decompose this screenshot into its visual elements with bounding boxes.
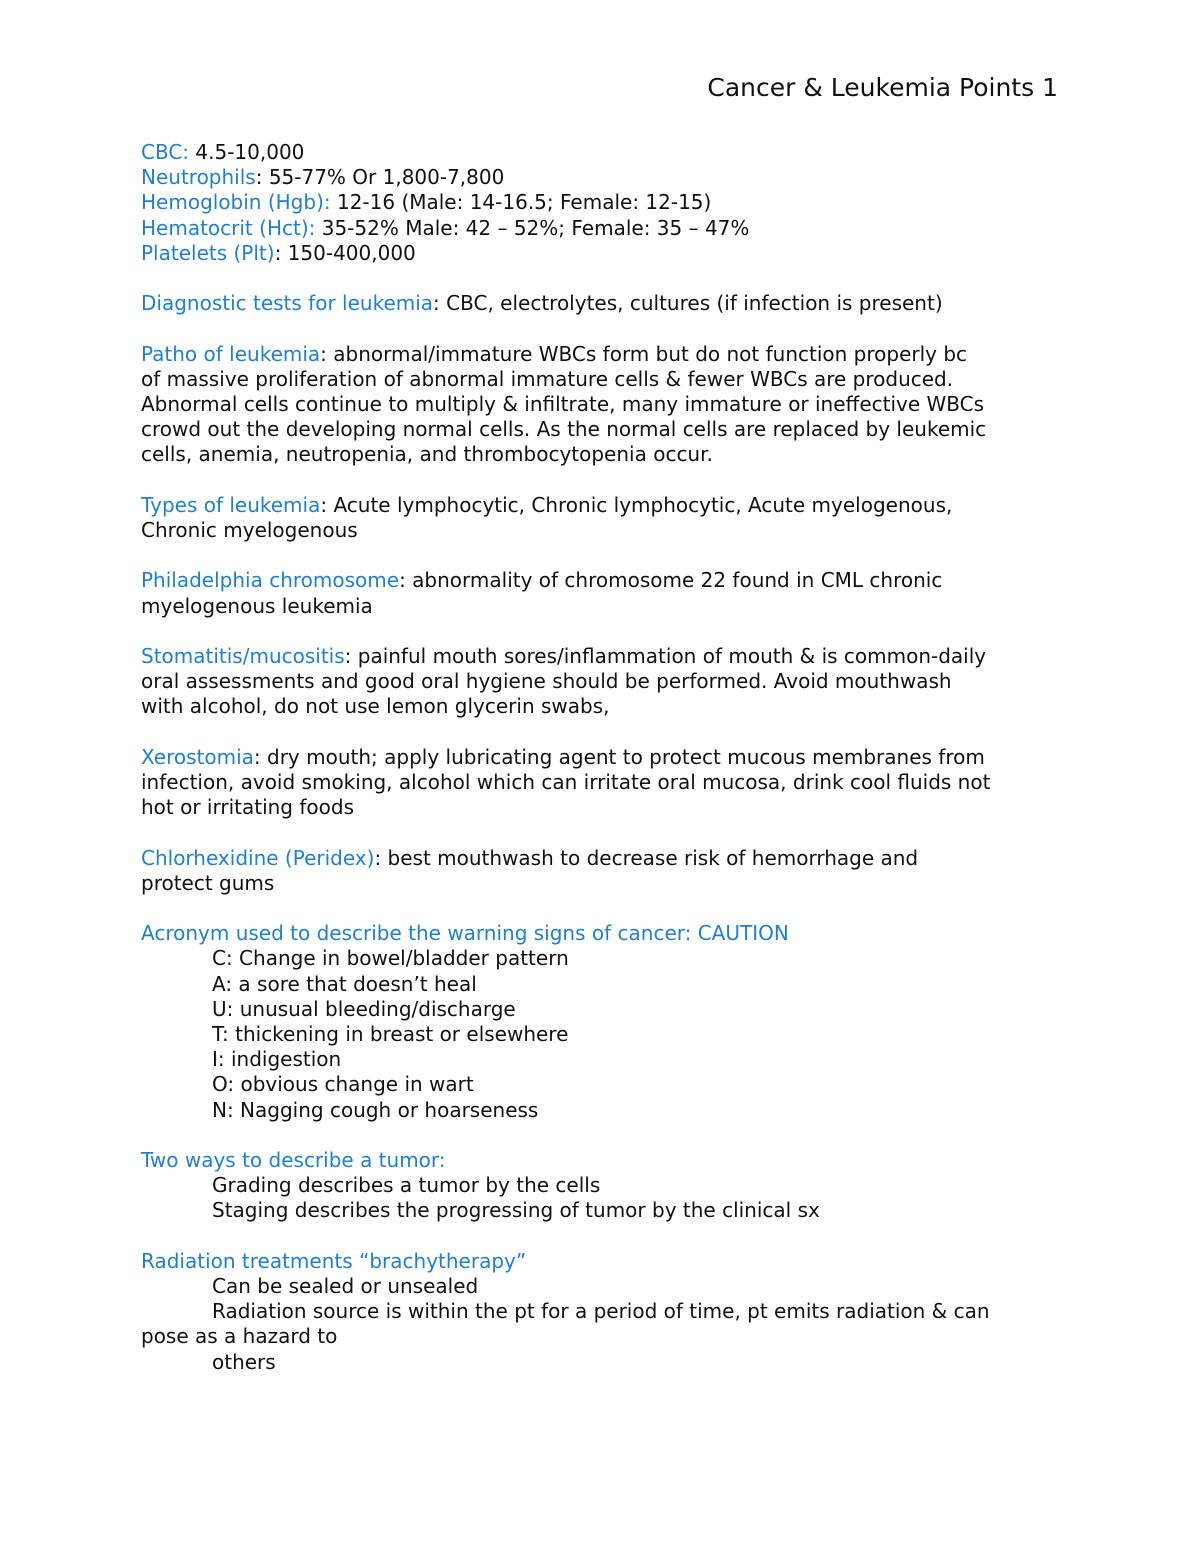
philadelphia-paragraph xyxy=(141,568,1071,618)
list-item: N: Nagging cough or hoarseness xyxy=(212,1097,539,1122)
term-label: Philadelphia chromosome xyxy=(141,568,400,593)
term-label: Types of leukemia xyxy=(141,492,321,517)
paragraph-line: : Acute lymphocytic, Chronic lymphocytic, Acute myelogenous, xyxy=(320,492,953,517)
caution-heading: Acronym used to describe the warning signs of cancer: CAUTION xyxy=(141,921,789,946)
lab-value-cbc xyxy=(141,140,1071,165)
list-item-continuation: others xyxy=(212,1349,276,1374)
patho-paragraph xyxy=(141,342,1071,468)
paragraph-line: infection, avoid smoking, alcohol which can irritate oral mucosa, drink cool fluids not xyxy=(141,769,991,794)
paragraph-line: : abnormal/immature WBCs form but do not function properly bc xyxy=(320,341,968,366)
xerostomia-paragraph xyxy=(141,745,1071,821)
lab-value-neutrophils xyxy=(141,165,1071,190)
term-label: Hemoglobin (Hgb): xyxy=(141,190,331,215)
term-text: 35-52% Male: 42 – 52%; Female: 35 – 47% xyxy=(315,215,750,240)
list-item: A: a sore that doesn’t heal xyxy=(212,971,477,996)
lab-values xyxy=(141,140,1071,266)
term-text: 4.5-10,000 xyxy=(189,140,305,164)
list-item: Grading describes a tumor by the cells xyxy=(212,1173,601,1198)
stomatitis-paragraph xyxy=(141,644,1071,720)
paragraph-line: hot or irritating foods xyxy=(141,795,354,820)
list-item: T: thickening in breast or elsewhere xyxy=(212,1021,569,1046)
list-item: O: obvious change in wart xyxy=(212,1072,474,1097)
term-label: Xerostomia xyxy=(141,744,254,769)
paragraph-line: oral assessments and good oral hygiene should be performed. Avoid mouthwash xyxy=(141,669,952,694)
chlorhexidine-paragraph xyxy=(141,846,1071,896)
paragraph-line: with alcohol, do not use lemon glycerin swabs, xyxy=(141,694,610,719)
term-label: Patho of leukemia xyxy=(141,341,321,366)
paragraph-line: cells, anemia, neutropenia, and thrombocytopenia occur. xyxy=(141,442,713,467)
types-paragraph xyxy=(141,493,1071,543)
list-item: Radiation source is within the pt for a period of time, pt emits radiation & can xyxy=(212,1299,990,1324)
list-item: Staging describes the progressing of tumor by the clinical sx xyxy=(212,1198,820,1223)
radiation-heading: Radiation treatments “brachytherapy” xyxy=(141,1248,527,1273)
term-label: Diagnostic tests for leukemia xyxy=(141,291,434,316)
lab-value-hematocrit xyxy=(141,216,1071,241)
paragraph-line: myelogenous leukemia xyxy=(141,593,373,618)
page-header-title: Cancer & Leukemia Points 1 xyxy=(707,73,1058,102)
term-label: Stomatitis/mucositis xyxy=(141,643,345,668)
list-item: Can be sealed or unsealed xyxy=(212,1273,479,1298)
diagnostic-tests-paragraph xyxy=(141,291,1071,316)
term-text: : 55-77% Or 1,800-7,800 xyxy=(255,165,505,190)
document-body xyxy=(141,140,1071,1375)
tumor-section xyxy=(141,1148,1071,1224)
paragraph-line: Abnormal cells continue to multiply & infiltrate, many immature or ineffective WBCs xyxy=(141,392,985,416)
term-label: Chlorhexidine (Peridex) xyxy=(141,845,375,870)
paragraph-line: : best mouthwash to decrease risk of hemorrhage and xyxy=(374,845,919,870)
lab-value-platelets xyxy=(141,241,1071,266)
list-item: C: Change in bowel/bladder pattern xyxy=(212,946,569,971)
lab-value-hemoglobin xyxy=(141,190,1071,215)
paragraph-line: : painful mouth sores/inflammation of mouth & is common-daily xyxy=(344,643,987,668)
caution-section xyxy=(141,921,1071,1123)
paragraph-line: of massive proliferation of abnormal immature cells & fewer WBCs are produced. xyxy=(141,366,954,391)
paragraph-line: : abnormality of chromosome 22 found in CML chronic xyxy=(399,568,943,593)
radiation-section xyxy=(141,1249,1071,1375)
term-label: Platelets (Plt) xyxy=(141,240,275,265)
list-item: U: unusual bleeding/discharge xyxy=(212,996,516,1021)
term-label: Hematocrit (Hct): xyxy=(141,215,316,240)
tumor-heading: Two ways to describe a tumor: xyxy=(141,1147,446,1172)
term-label: Neutrophils xyxy=(141,165,256,190)
term-text: : CBC, electrolytes, cultures (if infection is present) xyxy=(433,291,943,316)
paragraph-line: crowd out the developing normal cells. As the normal cells are replaced by leukemic xyxy=(141,417,987,442)
paragraph-line: Chronic myelogenous xyxy=(141,518,358,542)
term-text: : 150-400,000 xyxy=(274,240,416,265)
list-item-continuation: pose as a hazard to xyxy=(141,1324,338,1349)
term-text: 12-16 (Male: 14-16.5; Female: 12-15) xyxy=(330,190,712,215)
term-label: CBC: xyxy=(141,140,190,164)
paragraph-line: : dry mouth; apply lubricating agent to protect mucous membranes from xyxy=(253,744,985,769)
paragraph-line: protect gums xyxy=(141,870,275,895)
list-item: I: indigestion xyxy=(212,1047,342,1072)
